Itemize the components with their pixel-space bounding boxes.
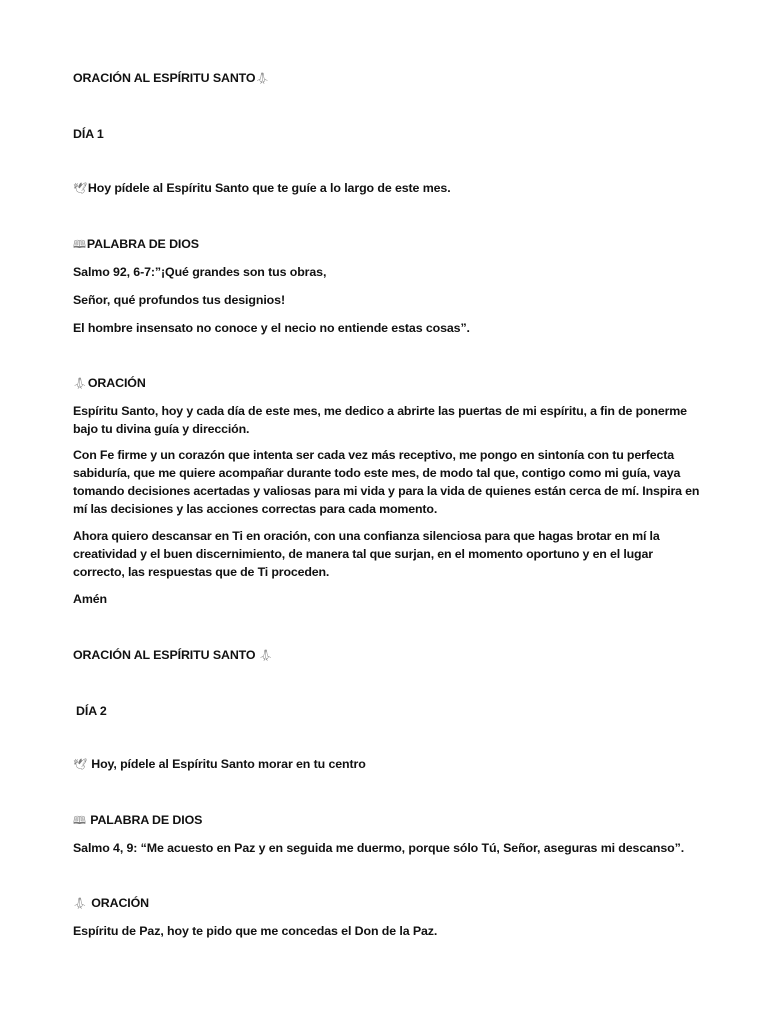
day2-intention: Hoy, pídele al Espíritu Santo morar en tu centro: [91, 757, 366, 771]
day1-title: ORACIÓN AL ESPÍRITU SANTO: [73, 71, 256, 85]
day1-title-line: [73, 69, 698, 88]
day1-prayer-paragraph-2: [73, 446, 703, 518]
day1-word-heading: PALABRA DE DIOS: [86, 237, 199, 251]
day2-title: ORACIÓN AL ESPÍRITU SANTO: [73, 648, 256, 662]
day2-psalm: Salmo 4, 9: “Me acuesto en Paz y en seguida me duermo, porque sólo Tú, Señor, aseguras mi descanso”.: [73, 841, 685, 855]
day1-word-heading-line: [73, 235, 698, 254]
praying-hands-icon: 🙏︎: [73, 898, 87, 910]
day2-intention-line: [73, 755, 698, 774]
day1-psalm-line1: Salmo 92, 6-7:”¡Qué grandes son tus obras,: [73, 265, 327, 279]
day1-prayer-paragraph-1: [73, 402, 703, 438]
day1-prayer-paragraph-3: [73, 527, 703, 581]
day2-prayer-p1: Espíritu de Paz, hoy te pido que me concedas el Don de la Paz.: [73, 924, 438, 938]
praying-hands-icon: 🙏︎: [255, 73, 270, 85]
day2-prayer-heading: ORACIÓN: [91, 896, 150, 910]
day1-day-label: DÍA 1: [73, 127, 104, 141]
day1-prayer-heading-line: [73, 374, 698, 393]
day1-psalm-line3: El hombre insensato no conoce y el necio no entiende estas cosas”.: [73, 321, 470, 335]
day1-prayer-p3: Ahora quiero descansar en Ti en oración, con una confianza silenciosa para que hagas brotar en mí la creatividad y el buen discernimiento, de manera tal que surjan, en el momento oportuno y en el lugar correcto, las respuestas que de Ti proceden.: [73, 529, 660, 579]
day1-intention: Hoy pídele al Espíritu Santo que te guíe a lo largo de este mes.: [87, 181, 451, 195]
praying-hands-icon: 🙏︎: [258, 650, 273, 662]
day1-psalm-line2: Señor, qué profundos tus designios!: [73, 293, 285, 307]
day2-prayer-heading-line: [73, 894, 698, 913]
dove-icon: 🕊︎: [73, 759, 87, 771]
day2-day-label: DÍA 2: [76, 704, 107, 718]
day1-prayer-heading: ORACIÓN: [87, 376, 146, 390]
open-book-icon: 🕮︎: [73, 815, 86, 827]
dove-icon: 🕊︎: [73, 183, 87, 195]
day2-title-line: [73, 646, 698, 665]
day1-amen: Amén: [73, 592, 108, 606]
day2-word-heading-line: [73, 811, 698, 830]
day2-word-heading: PALABRA DE DIOS: [90, 813, 203, 827]
open-book-icon: 🕮︎: [73, 239, 86, 251]
praying-hands-icon: 🙏︎: [73, 378, 87, 390]
day1-intention-line: [73, 179, 698, 198]
day1-prayer-p1: Espíritu Santo, hoy y cada día de este mes, me dedico a abrirte las puertas de mi espíritu, a fin de ponerme bajo tu divina guía y dirección.: [73, 404, 687, 436]
day1-prayer-p2: Con Fe firme y un corazón que intenta ser cada vez más receptivo, me pongo en sintonía con tu perfecta sabiduría, que me quiere acompañar durante todo este mes, de modo tal que, contigo como mi guía, vaya tomando decisiones acertadas y valiosas para mi vida y para la vida de quienes están cerca de mí. Inspira en mí las decisiones y las acciones correctas para cada momento.: [73, 448, 700, 516]
